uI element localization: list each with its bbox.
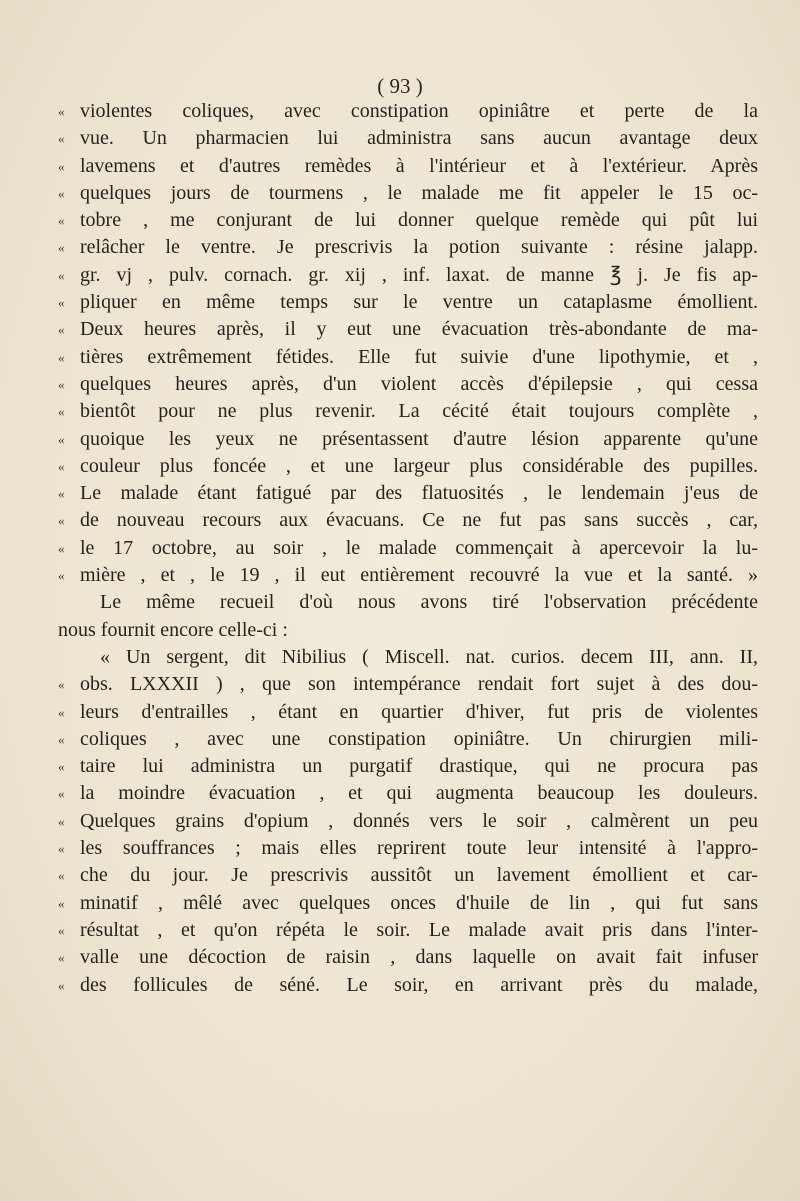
text-line: [58, 808, 758, 835]
text-line: [58, 344, 758, 371]
line-text: nous fournit encore celle-ci :: [58, 618, 288, 641]
quote-mark: «: [58, 704, 65, 720]
text-line: [58, 180, 758, 207]
text-line: [58, 617, 758, 644]
quote-mark: «: [58, 731, 65, 747]
text-line: [58, 207, 758, 234]
quote-mark: «: [58, 322, 65, 338]
quote-mark: «: [58, 404, 65, 420]
line-text: tières extrêmement fétides. Elle fut suivie d'une lipothymie, et ,: [80, 345, 758, 368]
text-line: [58, 507, 758, 534]
quote-mark: «: [58, 922, 65, 938]
quote-mark: «: [58, 540, 65, 556]
text-line: [58, 780, 758, 807]
text-line: [58, 699, 758, 726]
text-line: [58, 944, 758, 971]
quote-mark: «: [58, 841, 65, 857]
line-text: taire lui administra un purgatif drastique, qui ne procura pas: [80, 755, 758, 778]
text-line: [58, 890, 758, 917]
quote-mark: «: [58, 295, 65, 311]
text-line: [58, 98, 758, 125]
quote-mark: «: [58, 950, 65, 966]
line-text: couleur plus foncée , et une largeur plus considérable des pupilles.: [80, 454, 758, 477]
text-line: [58, 671, 758, 698]
text-line: [58, 480, 758, 507]
line-text: pliquer en même temps sur le ventre un cataplasme émollient.: [80, 291, 758, 314]
quote-mark: «: [58, 895, 65, 911]
line-text: che du jour. Je prescrivis aussitôt un lavement émollient et car-: [80, 864, 758, 887]
text-line: [58, 398, 758, 425]
line-text: le 17 octobre, au soir , le malade commençait à apercevoir la lu-: [80, 536, 758, 559]
line-text: Le même recueil d'où nous avons tiré l'observation précédente: [100, 591, 758, 614]
line-text: violentes coliques, avec constipation opiniâtre et perte de la: [80, 100, 758, 122]
text-line: [58, 289, 758, 316]
line-text: la moindre évacuation , et qui augmenta beaucoup les douleurs.: [80, 782, 758, 805]
page-number: ( 93 ): [377, 74, 423, 98]
line-text: valle une décoction de raisin , dans laquelle on avait fait infuser: [80, 946, 758, 969]
text-line: [58, 453, 758, 480]
line-text: mière , et , le 19 , il eut entièrement recouvré la vue et la santé. »: [80, 564, 758, 587]
text-line: [58, 153, 758, 180]
line-text: minatif , mêlé avec quelques onces d'huile de lin , qui fut sans: [80, 891, 758, 914]
text-line: [58, 125, 758, 152]
line-text: quelques heures après, d'un violent accès d'épilepsie , qui cessa: [80, 372, 758, 395]
line-text: bientôt pour ne plus revenir. La cécité était toujours complète ,: [80, 400, 758, 423]
text-line: [58, 835, 758, 862]
quote-mark: «: [58, 868, 65, 884]
quote-mark: «: [58, 431, 65, 447]
text-line: [58, 562, 758, 589]
quote-mark: «: [58, 486, 65, 502]
quote-mark: «: [58, 376, 65, 392]
quote-mark: «: [58, 568, 65, 584]
text-line: [58, 371, 758, 398]
quote-mark: «: [58, 813, 65, 829]
text-line: [58, 972, 758, 999]
quote-mark: «: [58, 977, 65, 993]
quote-mark: «: [58, 158, 65, 174]
body-text: [58, 98, 758, 999]
quote-mark: «: [58, 349, 65, 365]
quote-mark: «: [58, 131, 65, 147]
quote-mark: «: [58, 185, 65, 201]
text-line: [58, 753, 758, 780]
text-line: [58, 234, 758, 261]
text-line: [58, 917, 758, 944]
quote-mark: «: [58, 240, 65, 256]
quote-mark: «: [58, 786, 65, 802]
quote-mark: «: [58, 213, 65, 229]
text-line: [58, 535, 758, 562]
line-text: de nouveau recours aux évacuans. Ce ne fut pas sans succès , car,: [80, 509, 758, 532]
line-text: vue. Un pharmacien lui administra sans aucun avantage deux: [80, 127, 758, 150]
text-line: [58, 262, 758, 289]
text-line: [58, 426, 758, 453]
text-line: [58, 589, 758, 616]
line-text: lavemens et d'autres remèdes à l'intérieur et à l'extérieur. Après: [80, 154, 758, 177]
line-text: Quelques grains d'opium , donnés vers le soir , calmèrent un peu: [80, 809, 758, 832]
quote-mark: «: [58, 759, 65, 775]
line-text: gr. vj , pulv. cornach. gr. xij , inf. laxat. de manne ℥ j. Je fis ap-: [80, 263, 758, 286]
line-text: Le malade étant fatigué par des flatuosités , le lendemain j'eus de: [80, 482, 758, 505]
text-line: [58, 644, 758, 671]
quote-mark: «: [58, 458, 65, 474]
quote-mark: «: [58, 677, 65, 693]
line-text: des follicules de séné. Le soir, en arrivant près du malade,: [80, 973, 758, 996]
text-line: [58, 862, 758, 889]
quote-mark: «: [58, 267, 65, 283]
text-line: [58, 316, 758, 343]
line-text: résultat , et qu'on répéta le soir. Le malade avait pris dans l'inter-: [80, 918, 758, 941]
line-text: relâcher le ventre. Je prescrivis la potion suivante : résine jalapp.: [80, 236, 758, 259]
line-text: tobre , me conjurant de lui donner quelque remède qui pût lui: [80, 209, 758, 232]
line-text: obs. LXXXII ) , que son intempérance rendait fort sujet à des dou-: [80, 673, 758, 696]
line-text: coliques , avec une constipation opiniâtre. Un chirurgien mili-: [80, 727, 758, 750]
line-text: les souffrances ; mais elles reprirent toute leur intensité à l'appro-: [80, 837, 758, 860]
quote-mark: «: [58, 104, 65, 119]
line-text: Deux heures après, il y eut une évacuation très-abondante de ma-: [80, 318, 758, 341]
line-text: quelques jours de tourmens , le malade me fit appeler le 15 oc-: [80, 181, 758, 204]
line-text: « Un sergent, dit Nibilius ( Miscell. nat. curios. decem III, ann. II,: [100, 645, 758, 668]
line-text: leurs d'entrailles , étant en quartier d'hiver, fut pris de violentes: [80, 700, 758, 723]
line-text: quoique les yeux ne présentassent d'autre lésion apparente qu'une: [80, 427, 758, 450]
text-line: [58, 726, 758, 753]
quote-mark: «: [58, 513, 65, 529]
